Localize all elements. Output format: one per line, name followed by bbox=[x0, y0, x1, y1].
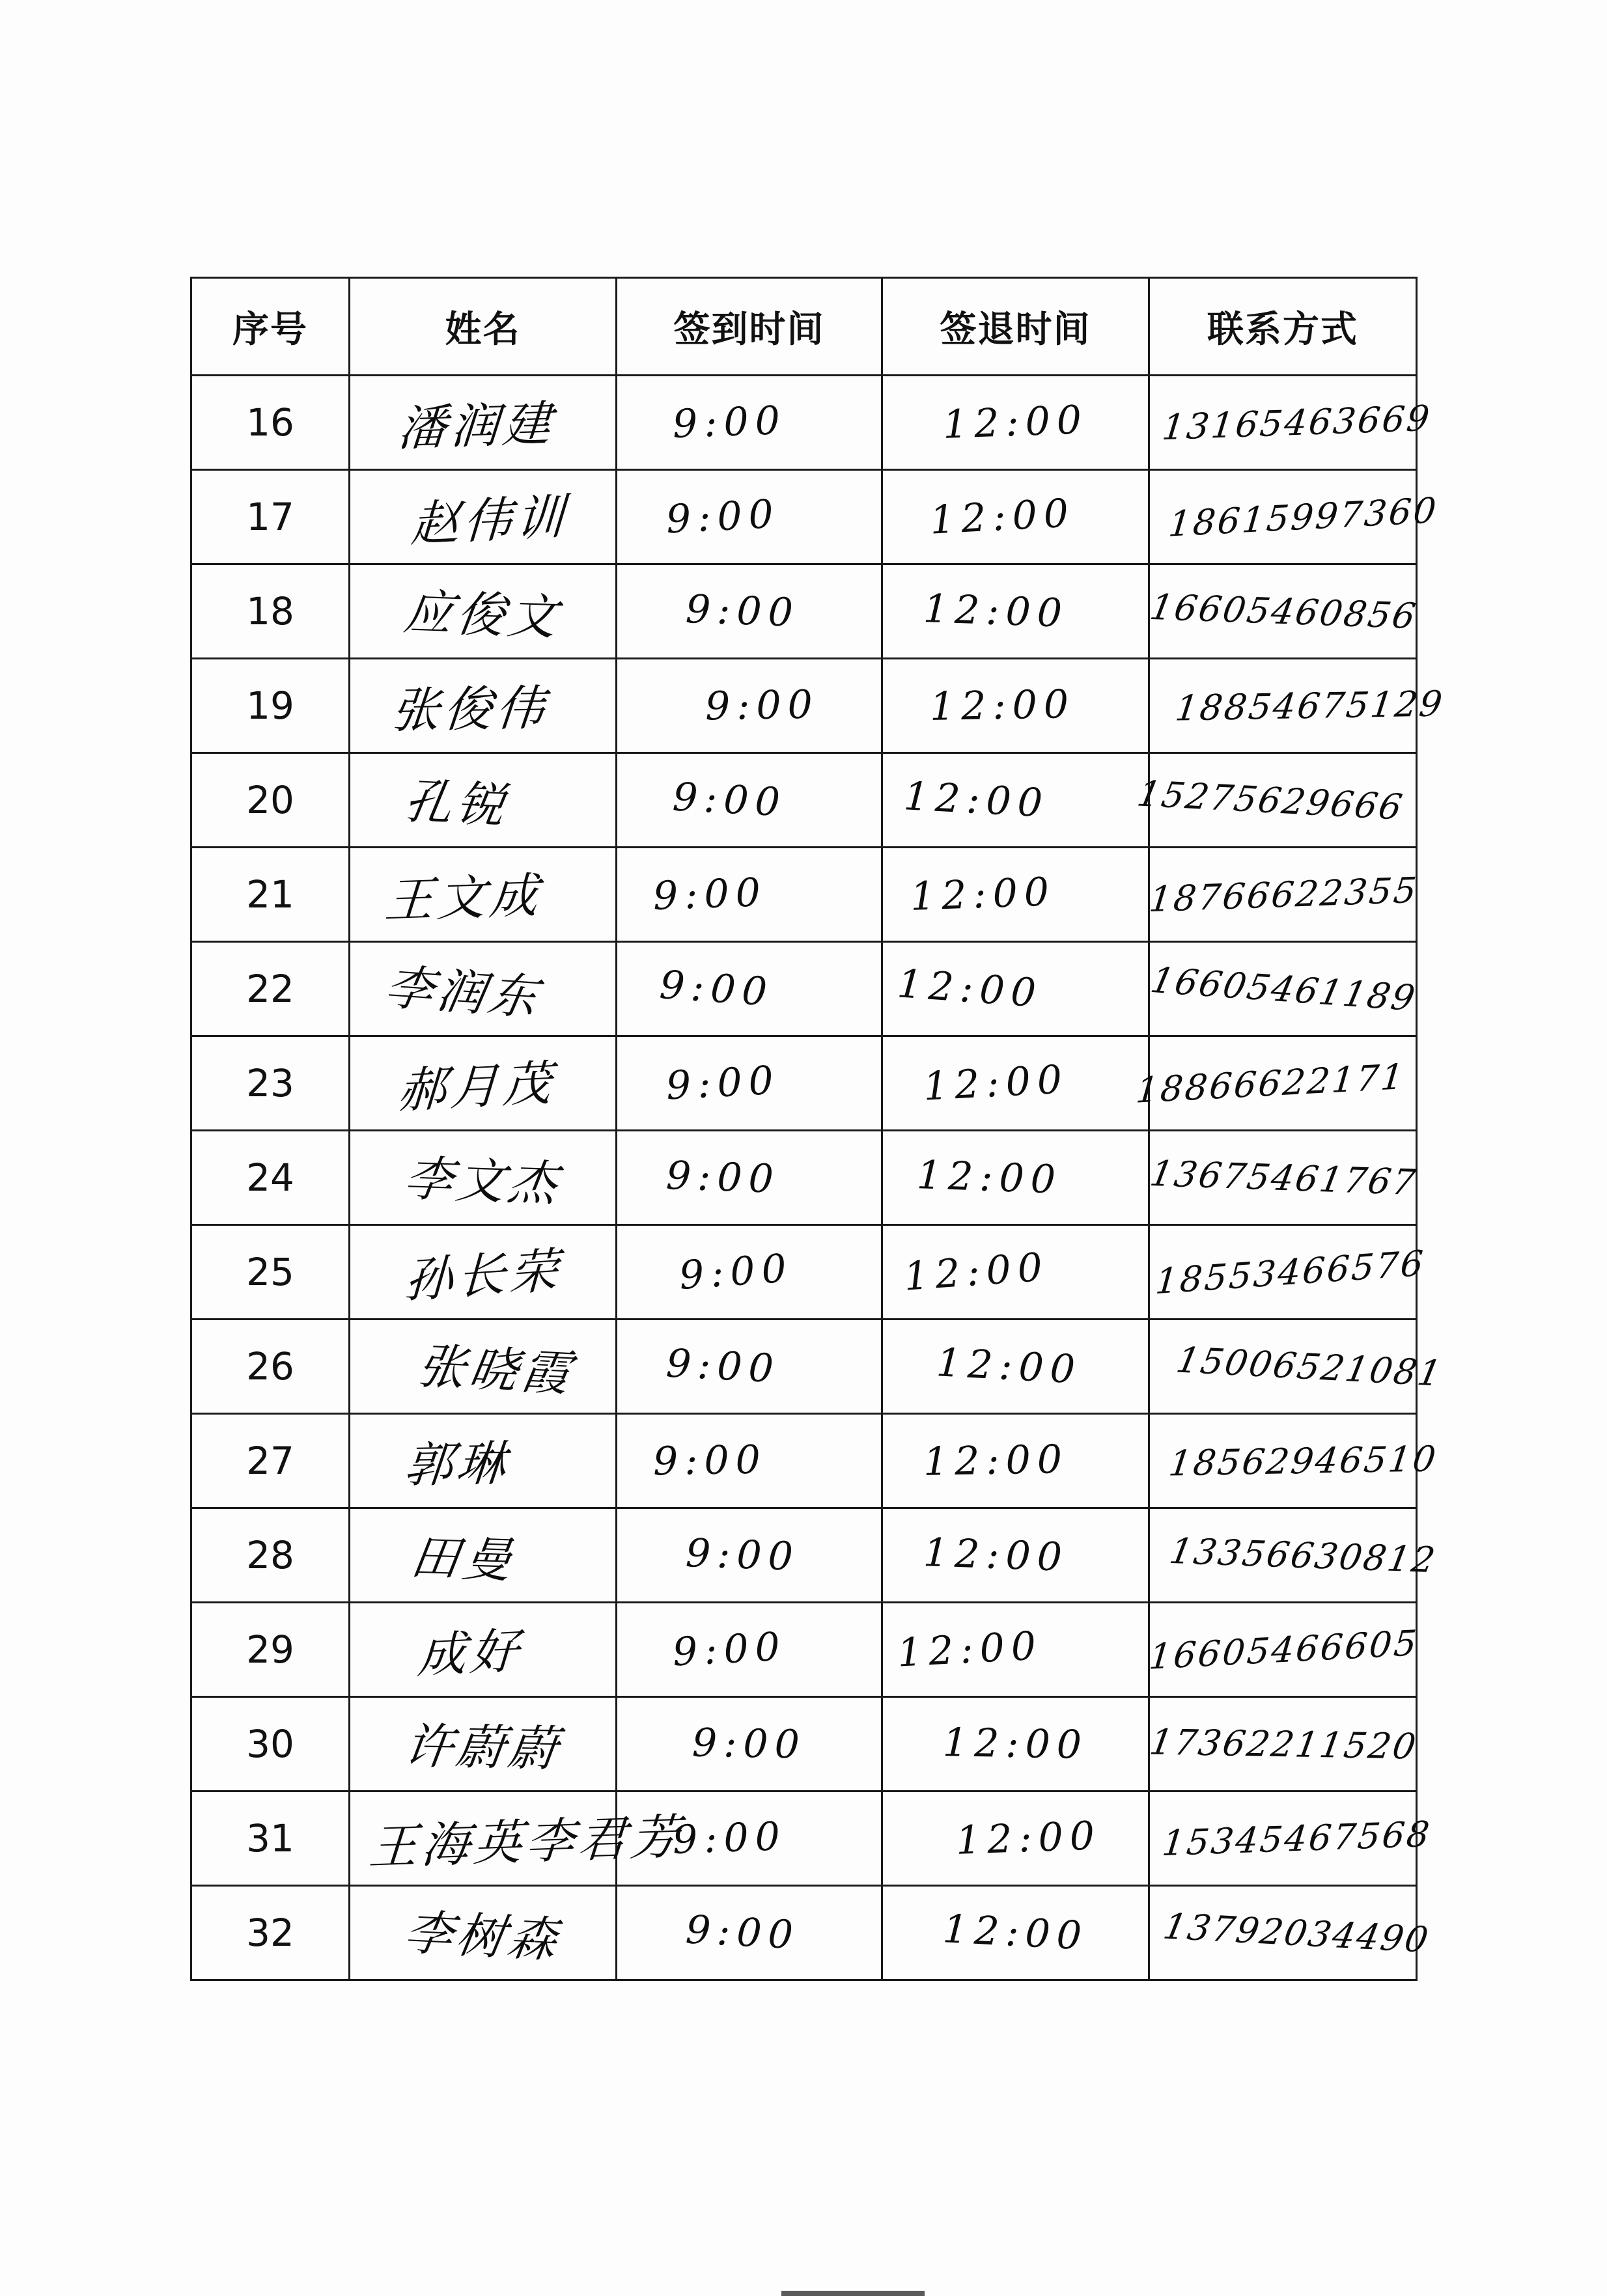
checkin-time bbox=[617, 564, 882, 659]
checkout-time bbox=[882, 1414, 1149, 1508]
checkout-time-handwriting: 12:00 bbox=[942, 1906, 1089, 1959]
table-row bbox=[191, 1697, 1417, 1791]
checkout-time-handwriting: 12:00 bbox=[895, 961, 1044, 1017]
table-row bbox=[191, 470, 1417, 564]
contact-phone-handwriting: 16605460856 bbox=[1147, 586, 1421, 637]
contact-phone bbox=[1149, 1225, 1427, 1320]
table-row bbox=[191, 1414, 1417, 1508]
signature-name-handwriting: 成好 bbox=[415, 1622, 524, 1685]
contact-phone bbox=[1149, 376, 1434, 470]
checkout-time bbox=[882, 1697, 1149, 1791]
checkin-time bbox=[617, 470, 882, 564]
signature-name bbox=[350, 1414, 617, 1508]
checkout-time-handwriting: 12:00 bbox=[922, 586, 1070, 637]
contact-phone bbox=[1147, 1131, 1421, 1225]
checkin-time bbox=[617, 942, 882, 1036]
signature-name bbox=[350, 1508, 617, 1603]
scan-edge-mark bbox=[781, 2291, 925, 2296]
checkin-time-handwriting: 9:00 bbox=[684, 1907, 801, 1959]
checkin-time bbox=[617, 376, 882, 470]
row-number: 24 bbox=[191, 1131, 350, 1225]
contact-phone bbox=[1134, 1036, 1417, 1131]
checkin-time bbox=[617, 1603, 882, 1697]
signature-name bbox=[350, 753, 617, 848]
checkin-time bbox=[617, 1508, 882, 1603]
checkout-time-handwriting: 12:00 bbox=[922, 1530, 1070, 1581]
table-row bbox=[191, 1886, 1417, 1980]
checkout-time bbox=[882, 848, 1149, 942]
table-row bbox=[191, 942, 1417, 1036]
row-number: 23 bbox=[191, 1036, 350, 1131]
table-row bbox=[191, 376, 1417, 470]
table-row bbox=[191, 1603, 1417, 1697]
contact-phone bbox=[1149, 1886, 1434, 1980]
signature-name-handwriting: 李润东 bbox=[380, 959, 545, 1027]
row-number: 28 bbox=[191, 1508, 350, 1603]
signature-name bbox=[350, 470, 617, 564]
checkin-time-handwriting: 9:00 bbox=[665, 1340, 781, 1392]
checkin-time-handwriting: 9:00 bbox=[671, 774, 788, 826]
table-row bbox=[191, 1508, 1417, 1603]
contact-phone bbox=[1147, 942, 1421, 1036]
table-row bbox=[191, 659, 1417, 753]
checkout-time-handwriting: 12:00 bbox=[942, 1720, 1089, 1768]
table-row bbox=[191, 1320, 1417, 1414]
checkin-time bbox=[617, 1320, 882, 1414]
signature-name-handwriting: 许蔚蔚 bbox=[400, 1718, 564, 1778]
signature-name bbox=[350, 1886, 617, 1980]
table-row bbox=[191, 1791, 1417, 1886]
checkout-time bbox=[882, 1886, 1149, 1980]
checkin-time bbox=[617, 659, 882, 753]
signature-name bbox=[350, 1603, 617, 1697]
contact-phone bbox=[1147, 1603, 1420, 1697]
signature-name-handwriting: 王海英李君芳 bbox=[367, 1808, 685, 1876]
contact-phone bbox=[1147, 1697, 1421, 1791]
checkin-time-handwriting: 9:00 bbox=[652, 1437, 768, 1485]
row-number: 30 bbox=[191, 1697, 350, 1791]
row-number: 27 bbox=[191, 1414, 350, 1508]
checkin-time-handwriting: 9:00 bbox=[671, 1813, 788, 1864]
row-number: 29 bbox=[191, 1603, 350, 1697]
signature-name bbox=[350, 564, 617, 659]
checkout-time-handwriting: 12:00 bbox=[929, 490, 1076, 544]
checkout-time-handwriting: 12:00 bbox=[902, 773, 1050, 827]
checkout-time bbox=[882, 376, 1149, 470]
table-row bbox=[191, 753, 1417, 848]
contact-phone-handwriting: 15345467568 bbox=[1160, 1813, 1434, 1864]
signature-name-handwriting: 郭琳 bbox=[402, 1435, 511, 1494]
checkout-time-handwriting: 12:00 bbox=[915, 1152, 1063, 1203]
header-name: 姓名 bbox=[350, 278, 617, 376]
checkin-time-handwriting: 9:00 bbox=[658, 961, 776, 1016]
contact-phone-handwriting: 18866622171 bbox=[1134, 1055, 1407, 1111]
contact-phone bbox=[1149, 1320, 1447, 1414]
checkout-time bbox=[882, 1508, 1149, 1603]
row-number: 21 bbox=[191, 848, 350, 942]
checkin-time bbox=[617, 1225, 882, 1320]
signature-name-handwriting: 田曼 bbox=[406, 1529, 519, 1589]
checkin-time-handwriting: 9:00 bbox=[692, 1720, 807, 1768]
row-number: 16 bbox=[191, 376, 350, 470]
checkout-time-handwriting: 12:00 bbox=[922, 1057, 1070, 1110]
checkin-time-handwriting: 9:00 bbox=[677, 1245, 795, 1299]
checkin-time-handwriting: 9:00 bbox=[705, 682, 820, 730]
checkout-time bbox=[882, 1225, 1149, 1320]
checkout-time bbox=[882, 659, 1149, 753]
checkout-time-handwriting: 12:00 bbox=[929, 682, 1076, 730]
checkin-time-handwriting: 9:00 bbox=[665, 491, 781, 543]
header-contact: 联系方式 bbox=[1149, 278, 1417, 376]
checkin-time bbox=[617, 1886, 882, 1980]
checkout-time bbox=[882, 1131, 1149, 1225]
signature-name bbox=[350, 1036, 617, 1131]
checkin-time-handwriting: 9:00 bbox=[665, 1057, 781, 1109]
signature-name-handwriting: 张晓霞 bbox=[413, 1338, 578, 1403]
contact-phone-handwriting: 17362211520 bbox=[1147, 1721, 1421, 1767]
signature-name-handwriting: 李树森 bbox=[400, 1904, 565, 1969]
checkin-time-handwriting: 9:00 bbox=[684, 586, 801, 637]
checkout-time bbox=[882, 1603, 1149, 1697]
contact-phone bbox=[1147, 564, 1421, 659]
signature-name-handwriting: 王文成 bbox=[382, 867, 544, 930]
row-number: 32 bbox=[191, 1886, 350, 1980]
signature-name bbox=[350, 1131, 617, 1225]
table-row bbox=[191, 848, 1417, 942]
signature-name-handwriting: 郝月茂 bbox=[396, 1055, 556, 1120]
checkin-time bbox=[617, 848, 882, 942]
checkin-time-handwriting: 9:00 bbox=[671, 1624, 788, 1676]
table-row bbox=[191, 1225, 1417, 1320]
table-row bbox=[191, 1131, 1417, 1225]
contact-phone-handwriting: 16605461189 bbox=[1147, 959, 1421, 1019]
checkout-time-handwriting: 12:00 bbox=[909, 869, 1057, 920]
checkin-time bbox=[617, 753, 882, 848]
signature-name bbox=[350, 848, 617, 942]
signature-name bbox=[350, 376, 617, 470]
row-number: 25 bbox=[191, 1225, 350, 1320]
checkin-time bbox=[617, 1131, 882, 1225]
checkin-time-handwriting: 9:00 bbox=[665, 1152, 781, 1203]
signature-name-handwriting: 应俊文 bbox=[400, 584, 565, 646]
contact-phone-handwriting: 18615997360 bbox=[1166, 489, 1440, 545]
checkout-time-handwriting: 12:00 bbox=[896, 1623, 1044, 1676]
signature-name-handwriting: 李文杰 bbox=[400, 1150, 565, 1213]
signature-name bbox=[350, 1697, 617, 1791]
checkin-time-handwriting: 9:00 bbox=[671, 397, 788, 448]
row-number: 19 bbox=[191, 659, 350, 753]
checkout-time bbox=[882, 753, 1149, 848]
sign-in-table bbox=[190, 277, 1447, 1981]
signature-name-handwriting: 张俊伟 bbox=[389, 680, 550, 740]
checkout-time bbox=[882, 1320, 1149, 1414]
checkout-time bbox=[882, 942, 1149, 1036]
contact-phone bbox=[1149, 1791, 1434, 1886]
checkout-time-handwriting: 12:00 bbox=[923, 1437, 1069, 1485]
checkout-time-handwriting: 12:00 bbox=[935, 1340, 1083, 1393]
checkin-time bbox=[617, 1036, 882, 1131]
contact-phone bbox=[1149, 1508, 1440, 1603]
checkout-time bbox=[882, 470, 1149, 564]
signature-name bbox=[350, 659, 617, 753]
header-no: 序号 bbox=[191, 278, 350, 376]
checkout-time bbox=[882, 564, 1149, 659]
contact-phone-handwriting: 13165463669 bbox=[1160, 397, 1434, 448]
row-number: 31 bbox=[191, 1791, 350, 1886]
contact-phone-handwriting: 13792034490 bbox=[1160, 1905, 1434, 1961]
signature-name-handwriting: 孙长荣 bbox=[403, 1242, 563, 1310]
checkin-time bbox=[617, 1414, 882, 1508]
contact-phone-handwriting: 15275629666 bbox=[1134, 772, 1408, 828]
contact-phone bbox=[1149, 1414, 1440, 1508]
signature-name-handwriting: 孔锐 bbox=[400, 773, 512, 835]
signature-name bbox=[350, 942, 617, 1036]
table-row bbox=[191, 564, 1417, 659]
header-row bbox=[191, 278, 1417, 376]
contact-phone-handwriting: 13356630812 bbox=[1166, 1530, 1440, 1581]
checkout-time bbox=[882, 1791, 1149, 1886]
signature-name-handwriting: 赵伟训 bbox=[409, 488, 569, 553]
contact-phone-handwriting: 15006521081 bbox=[1173, 1338, 1447, 1394]
signature-name bbox=[350, 1320, 617, 1414]
checkin-time bbox=[617, 1697, 882, 1791]
row-number: 22 bbox=[191, 942, 350, 1036]
signature-name bbox=[350, 1791, 685, 1886]
checkout-time-handwriting: 12:00 bbox=[902, 1244, 1051, 1300]
signature-name-handwriting: 潘润建 bbox=[395, 395, 557, 458]
checkout-time-handwriting: 12:00 bbox=[942, 397, 1089, 448]
contact-phone-handwriting: 18553466576 bbox=[1154, 1242, 1427, 1302]
header-checkin: 签到时间 bbox=[617, 278, 882, 376]
contact-phone bbox=[1134, 753, 1417, 848]
row-number: 18 bbox=[191, 564, 350, 659]
contact-phone bbox=[1147, 848, 1421, 942]
checkin-time-handwriting: 9:00 bbox=[652, 869, 768, 920]
checkin-time-handwriting: 9:00 bbox=[684, 1530, 801, 1581]
checkout-time-handwriting: 12:00 bbox=[955, 1813, 1102, 1864]
contact-phone-handwriting: 18854675129 bbox=[1173, 682, 1447, 729]
contact-phone bbox=[1149, 659, 1447, 753]
contact-phone-handwriting: 18562946510 bbox=[1166, 1437, 1440, 1484]
header-checkout: 签退时间 bbox=[882, 278, 1149, 376]
contact-phone bbox=[1149, 470, 1440, 564]
row-number: 17 bbox=[191, 470, 350, 564]
row-number: 26 bbox=[191, 1320, 350, 1414]
table-body bbox=[191, 376, 1447, 1980]
table-row bbox=[191, 1036, 1417, 1131]
checkout-time bbox=[882, 1036, 1149, 1131]
signature-name bbox=[350, 1225, 617, 1320]
row-number: 20 bbox=[191, 753, 350, 848]
contact-phone-handwriting: 18766622355 bbox=[1147, 869, 1421, 920]
contact-phone-handwriting: 13675461767 bbox=[1147, 1152, 1421, 1203]
contact-phone-handwriting: 16605466605 bbox=[1147, 1622, 1420, 1678]
